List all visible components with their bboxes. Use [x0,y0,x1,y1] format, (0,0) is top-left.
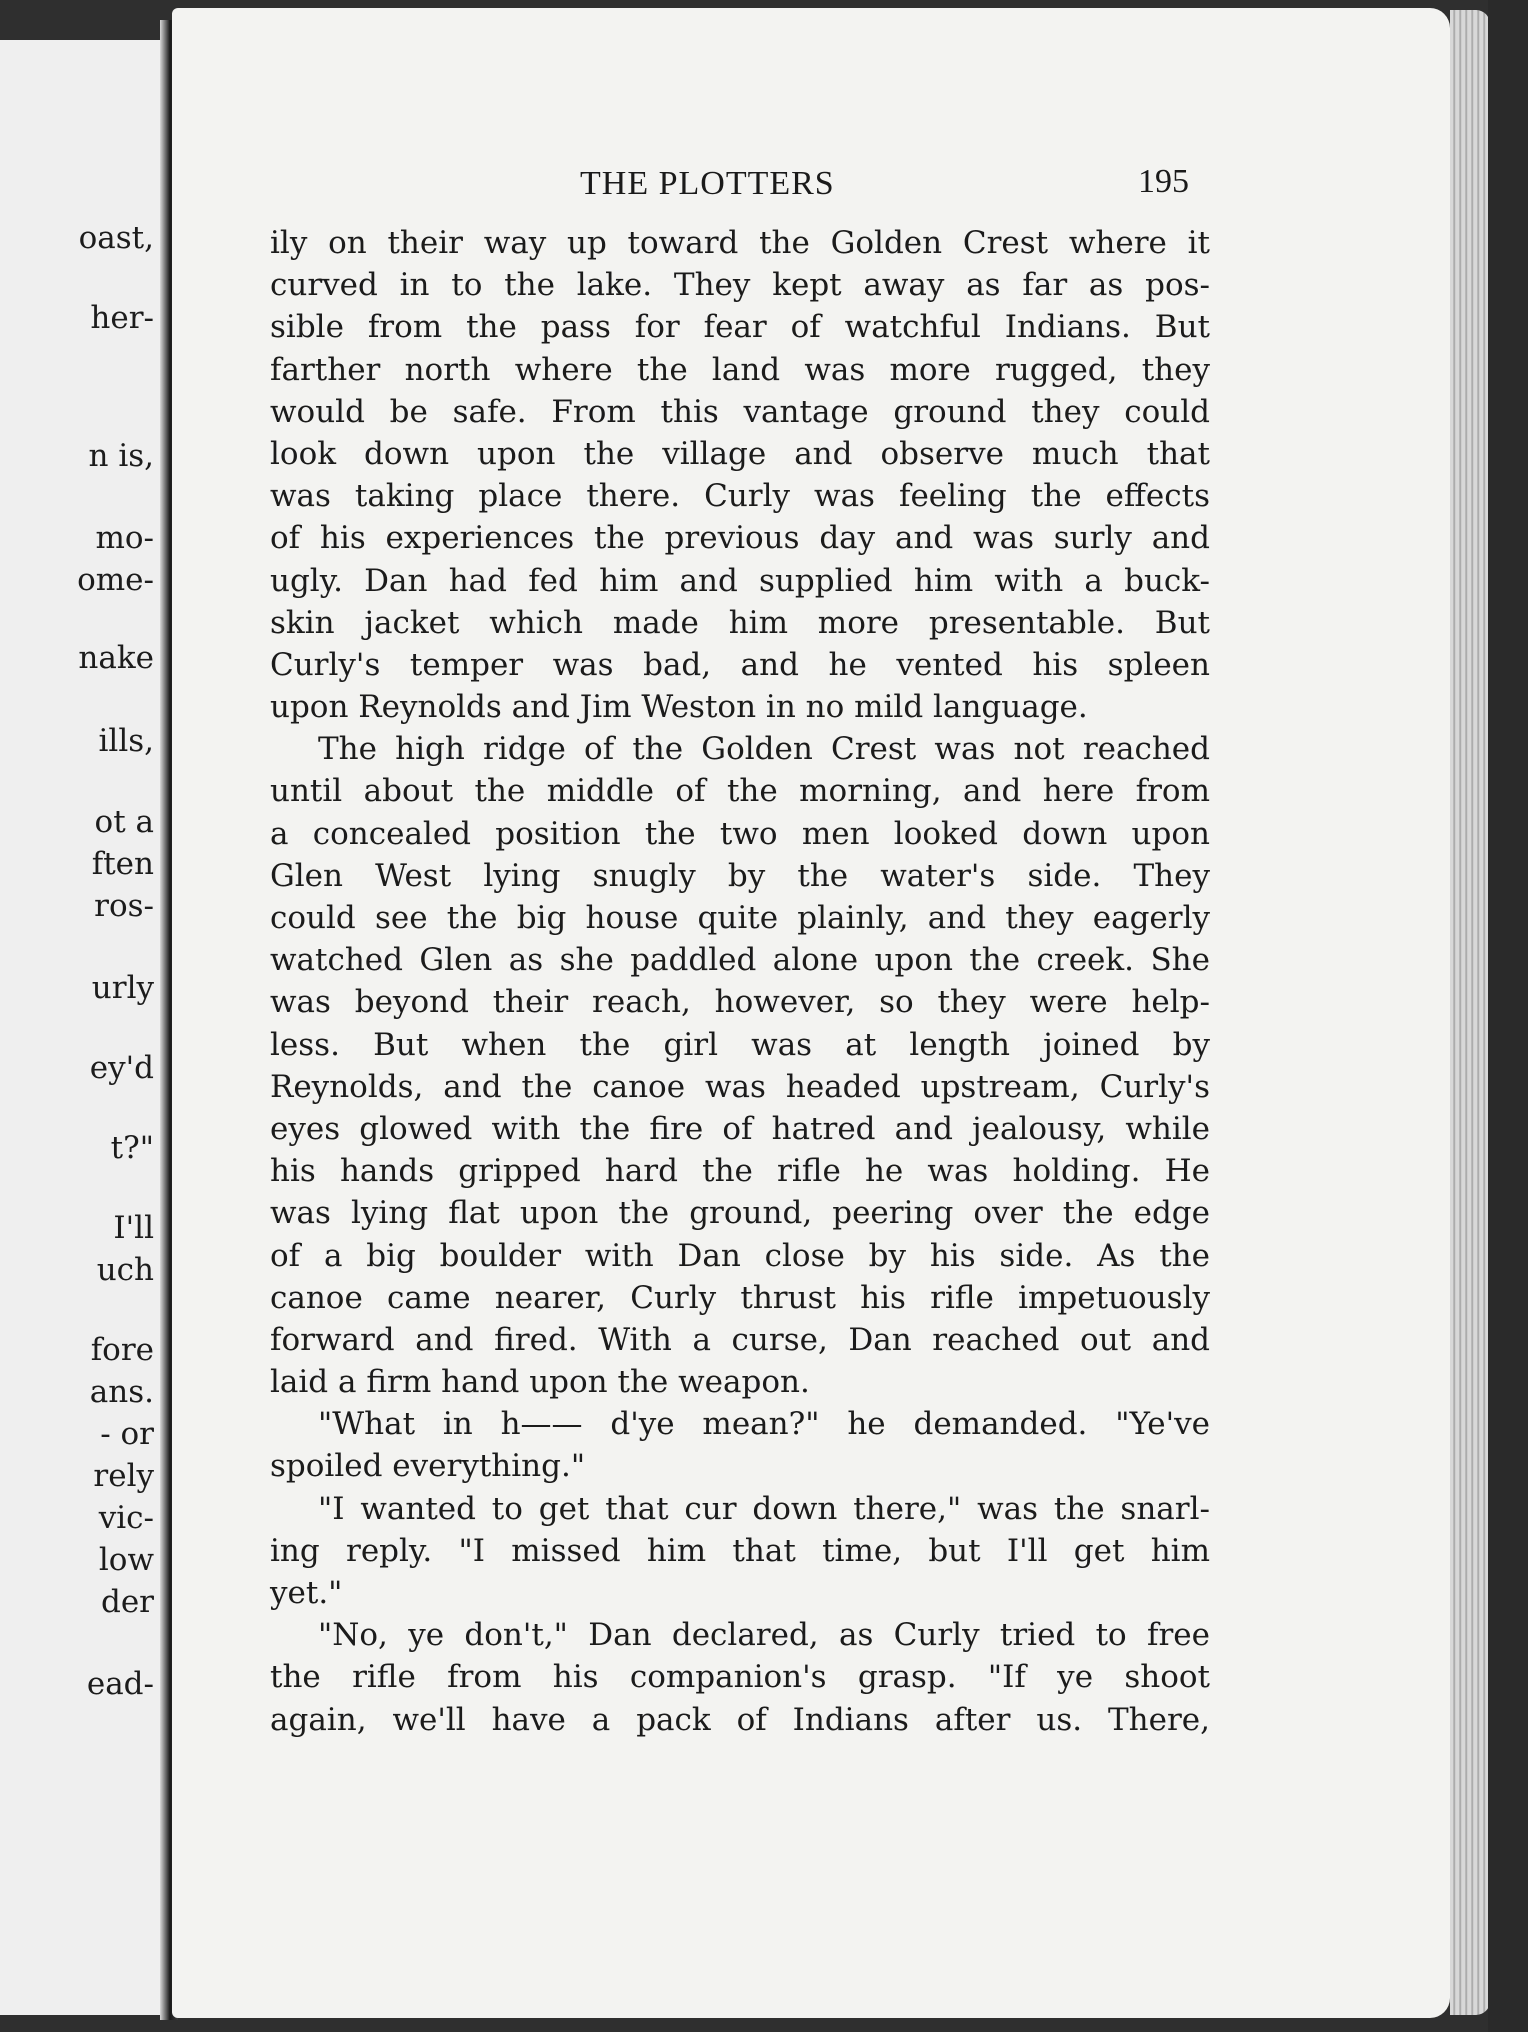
left-page-word: der [100,1584,154,1620]
text-line: ugly. Dan had fed him and supplied him with a buck- [270,562,1210,599]
text-line: less. But when the girl was at length joined by [270,1026,1210,1063]
text-line: Curly's temper was bad, and he vented his spleen [270,646,1210,683]
text-line: Glen West lying snugly by the water's side. They [270,857,1210,894]
text-line: of his experiences the previous day and was surly and [270,520,1210,557]
left-page-word: vic- [98,1500,154,1536]
left-page-word: - or [100,1416,154,1452]
text-line: until about the middle of the morning, and here from [270,773,1210,810]
text-line: upon Reynolds and Jim Weston in no mild language. [270,689,1088,726]
left-page-word: ot a [94,804,154,840]
left-page-word: uch [96,1252,154,1288]
text-line: farther north where the land was more rugged, they [270,351,1210,388]
left-page-word: t?" [110,1130,154,1166]
left-page-word: n is, [88,438,154,474]
text-line: the rifle from his companion's grasp. "If ye shoot [270,1659,1210,1696]
text-line: was lying flat upon the ground, peering over the edge [270,1195,1210,1232]
text-line: laid a firm hand upon the weapon. [270,1364,810,1401]
text-line: his hands gripped hard the rifle he was holding. He [270,1153,1210,1190]
left-page-word: I'll [113,1210,154,1246]
left-page-word: ills, [98,723,154,759]
text-line: "What in h—— d'ye mean?" he demanded. "Ye've [318,1406,1210,1443]
text-line: was taking place there. Curly was feeling the effects [270,478,1210,515]
previous-page-fragment [0,40,168,2015]
text-line: watched Glen as she paddled alone upon the creek. She [270,942,1210,979]
left-page-word: ften [91,846,154,882]
text-line: "I wanted to get that cur down there," was the snarl- [318,1490,1210,1527]
text-line: a concealed position the two men looked down upon [270,815,1210,852]
text-line: look down upon the village and observe much that [270,435,1210,472]
text-line: was beyond their reach, however, so they were help- [270,984,1210,1021]
text-line: curved in to the lake. They kept away as far as pos- [270,267,1210,304]
text-line: Reynolds, and the canoe was headed upstream, Curly's [270,1068,1210,1105]
text-line: forward and fired. With a curse, Dan reached out and [270,1321,1210,1358]
book-cover-edge [1488,0,1528,2032]
left-page-word: rely [93,1458,154,1494]
text-line: skin jacket which made him more presentable. But [270,604,1210,641]
left-page-word: mo- [95,520,154,556]
text-line: canoe came nearer, Curly thrust his rifle impetuously [270,1279,1210,1316]
text-line: could see the big house quite plainly, and they eagerly [270,900,1210,936]
left-page-word: urly [91,970,154,1006]
text-line: The high ridge of the Golden Crest was not reached [318,731,1210,768]
left-page-word: ome- [77,562,154,598]
text-line: again, we'll have a pack of Indians after us. There, [270,1701,1210,1738]
text-line: of a big boulder with Dan close by his side. As the [270,1237,1210,1274]
left-page-word: her- [90,300,154,336]
text-line: "No, ye don't," Dan declared, as Curly tried to free [318,1617,1210,1654]
page-edges [1450,10,1490,2015]
text-line: sible from the pass for fear of watchful Indians. But [270,309,1210,346]
left-page-word: ans. [89,1374,154,1410]
left-page-word: ros- [94,888,154,924]
left-page-word: ead- [86,1666,154,1702]
page-number: 195 [1138,163,1189,200]
running-title: THE PLOTTERS [580,165,835,202]
text-line: ily on their way up toward the Golden Crest where it [270,225,1210,261]
left-page-word: nake [78,640,154,676]
text-line: spoiled everything." [270,1448,586,1485]
left-page-word: oast, [78,220,154,256]
left-page-word: fore [90,1332,154,1368]
page-body-text [270,222,1210,1741]
left-page-word: low [98,1542,154,1578]
left-page-word: ey'd [89,1050,154,1086]
text-line: yet." [270,1575,343,1611]
text-line: eyes glowed with the fire of hatred and jealousy, while [270,1110,1210,1147]
text-line: would be safe. From this vantage ground they could [270,393,1210,430]
text-line: ing reply. "I missed him that time, but I'll get him [270,1532,1210,1569]
